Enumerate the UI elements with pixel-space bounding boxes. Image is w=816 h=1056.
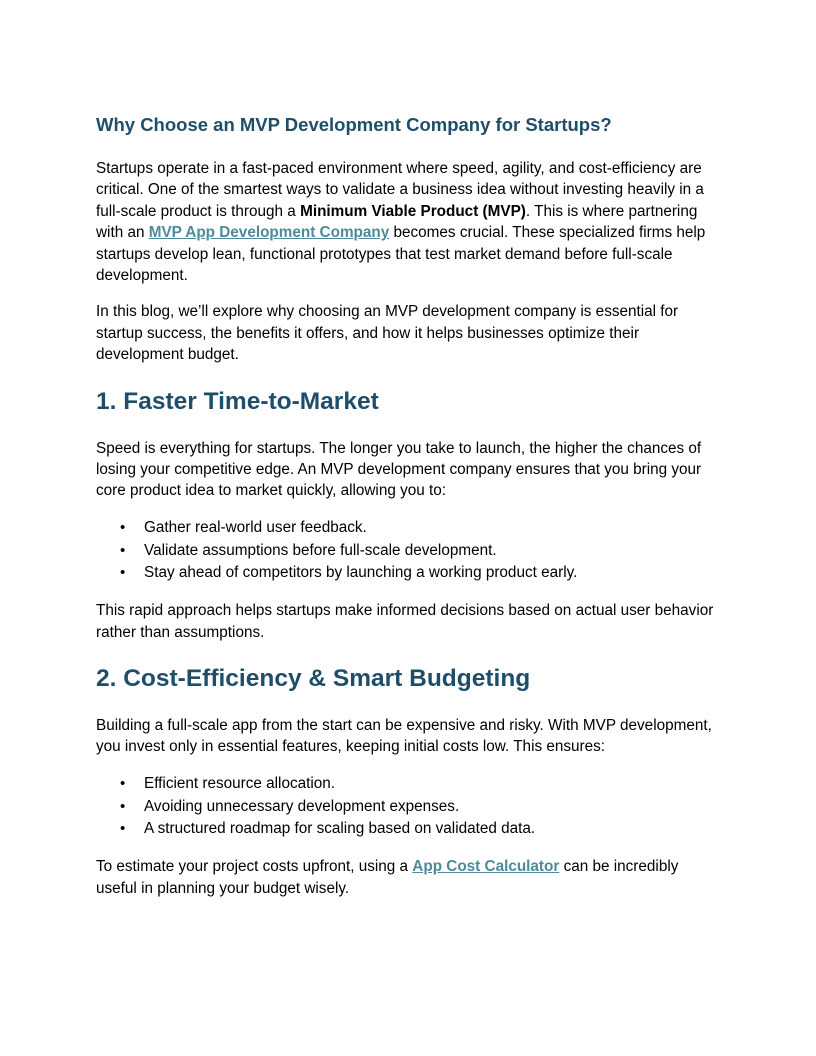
bullet-icon: • bbox=[120, 774, 126, 792]
list-item bbox=[96, 818, 720, 841]
list-item-text: Efficient resource allocation. bbox=[144, 774, 336, 792]
section-2-title: 2. Cost-Efficiency & Smart Budgeting bbox=[96, 665, 531, 693]
list-item-text: Avoiding unnecessary development expenses. bbox=[144, 797, 460, 815]
list-item-text: Gather real-world user feedback. bbox=[144, 518, 367, 536]
intro-paragraph-2: In this blog, we’ll explore why choosing an MVP development company is essential for startup success, the benefits it offers, and how it helps businesses optimize their development budget. bbox=[96, 303, 679, 364]
closing-text-b: can be incredibly useful in planning your budget wisely. bbox=[96, 858, 679, 897]
intro-paragraph-1 bbox=[96, 158, 720, 286]
page-heading: Why Choose an MVP Development Company for Startups? bbox=[96, 114, 612, 135]
bullet-icon: • bbox=[120, 797, 126, 815]
list-item bbox=[96, 517, 720, 540]
section-2-paragraph: Building a full-scale app from the start can be expensive and risky. With MVP development, you invest only in essential features, keeping initial costs low. This ensures: bbox=[96, 717, 712, 756]
app-cost-calculator-link[interactable]: App Cost Calculator bbox=[412, 858, 560, 876]
intro-text-a: Startups operate in a fast-paced environment where speed, agility, and cost-efficiency are critical. One of the smartest ways to validate a business idea without investing heavily in a full-scale product is through a bbox=[96, 160, 704, 220]
section-2-closing bbox=[96, 856, 720, 899]
bullet-icon: • bbox=[120, 564, 126, 582]
section-1-closing: This rapid approach helps startups make informed decisions based on actual user behavior rather than assumptions. bbox=[96, 602, 714, 641]
closing-text-a: To estimate your project costs upfront, using a bbox=[96, 858, 413, 876]
bullet-icon: • bbox=[120, 541, 126, 559]
section-1-bullet-list bbox=[96, 517, 720, 585]
list-item bbox=[96, 796, 720, 819]
intro-text-b: . This is where partnering with an bbox=[96, 202, 698, 242]
section-2-bullet-list bbox=[96, 773, 720, 841]
bullet-icon: • bbox=[120, 820, 126, 838]
list-item-text: Stay ahead of competitors by launching a working product early. bbox=[144, 564, 578, 582]
list-item bbox=[96, 540, 720, 563]
document-page bbox=[96, 112, 720, 899]
list-item bbox=[96, 562, 720, 585]
list-item-text: Validate assumptions before full-scale development. bbox=[144, 541, 497, 559]
section-1-title: 1. Faster Time-to-Market bbox=[96, 387, 379, 415]
bullet-icon: • bbox=[120, 518, 126, 536]
intro-bold-mvp: Minimum Viable Product (MVP) bbox=[300, 202, 526, 220]
section-1-paragraph: Speed is everything for startups. The longer you take to launch, the higher the chances of losing your competitive edge. An MVP development company ensures that you bring your core product idea to market quickly, allowing you to: bbox=[96, 439, 702, 500]
mvp-company-link[interactable]: MVP App Development Company bbox=[148, 224, 390, 242]
intro-text-c: becomes crucial. These specialized firms help startups develop lean, functional prototypes that test market demand before full-scale development. bbox=[96, 224, 706, 285]
list-item bbox=[96, 773, 720, 796]
list-item-text: A structured roadmap for scaling based on validated data. bbox=[144, 820, 536, 838]
